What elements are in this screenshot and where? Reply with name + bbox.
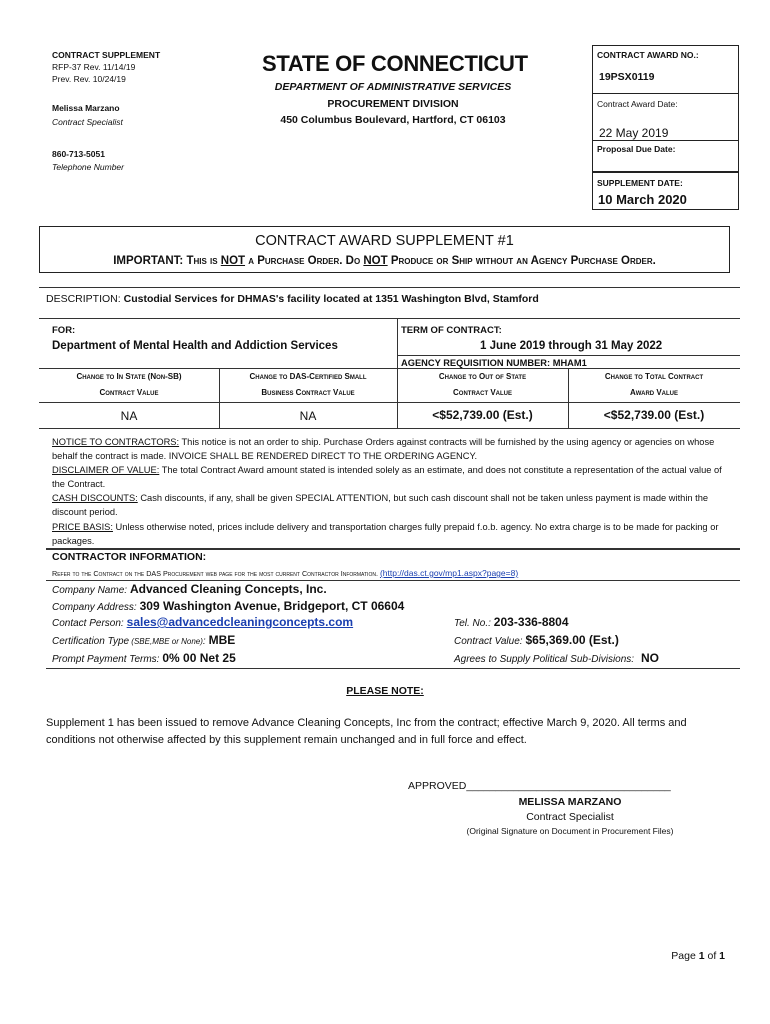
- company-address-label: Company Address:: [52, 602, 137, 613]
- contact-person-label: Contact Person:: [52, 618, 124, 629]
- company-name-label: Company Name:: [52, 585, 128, 596]
- requisition-number: MHAM1: [552, 358, 587, 368]
- header-in-state: Change to In State (Non-SB) Contract Value: [76, 372, 182, 397]
- signature-note: (Original Signature on Document in Procurement Files): [466, 826, 674, 836]
- not-emphasis-1: NOT: [220, 255, 246, 267]
- certification-type: MBE: [208, 633, 236, 647]
- disclaimer-of-value: DISCLAIMER OF VALUE: The total Contract Award amount stated is intended solely as an estimate, and does not constitute a representation of the actual value of the Contract.: [52, 465, 722, 490]
- award-number-box: [592, 45, 739, 94]
- form-revision: RFP-37 Rev. 11/14/19: [52, 62, 136, 72]
- certification-label: Certification Type: [52, 636, 130, 647]
- payment-terms-row: [52, 651, 236, 665]
- telephone-number: 203-336-8804: [493, 615, 569, 629]
- important-text-1: This is: [183, 255, 221, 267]
- telephone-label: Tel. No.:: [454, 618, 491, 629]
- telephone-row: [454, 615, 569, 629]
- notice-to-contractors: NOTICE TO CONTRACTORS: This notice is not an order to ship. Purchase Orders against contracts will be furnished by the using agency or agencies on whose behalf the contract is made. INVOICE SHALL BE RENDERED DIRECT TO THE ORDERING AGENCY.: [52, 437, 715, 462]
- value-in-state: NA: [120, 409, 138, 423]
- divider: [39, 402, 740, 403]
- company-address-row: [52, 599, 404, 613]
- price-basis: PRICE BASIS: Unless otherwise noted, prices include delivery and transportation charges fully prepaid f.o.b. agency. No extra charge is to be made for packing or packages.: [52, 522, 719, 547]
- description-label: DESCRIPTION:: [46, 293, 121, 305]
- phone-label: Telephone Number: [52, 162, 124, 172]
- header-total-award: Change to Total Contract Award Value: [604, 372, 704, 397]
- political-subdivisions-row: [454, 651, 659, 665]
- reference-text: Refer to the Contract on the DAS Procurement web page for the most current Contractor Information.: [52, 569, 378, 578]
- signature-line: ___________________________________: [466, 780, 671, 792]
- previous-revision: Prev. Rev. 10/24/19: [52, 74, 126, 84]
- description: [46, 293, 539, 305]
- contract-term: 1 June 2019 through 31 May 2022: [480, 340, 663, 352]
- supplement-date-label: SUPPLEMENT DATE:: [597, 178, 683, 188]
- page-number: Page 1 of 1: [671, 950, 725, 962]
- important-text-3: Produce or Ship without an Agency Purchase Order.: [387, 255, 656, 267]
- value-out-of-state: <$52,739.00 (Est.): [432, 408, 533, 422]
- specialist-name: Melissa Marzano: [52, 103, 120, 113]
- political-subdivisions-value: NO: [641, 651, 660, 665]
- award-number-label: CONTRACT AWARD NO.:: [597, 50, 699, 60]
- value-das-small-business: NA: [299, 409, 317, 423]
- not-emphasis-2: NOT: [363, 255, 388, 267]
- award-date: 22 May 2019: [599, 126, 669, 140]
- payment-terms: 0% 00 Net 25: [162, 651, 236, 665]
- divider: [46, 548, 740, 550]
- contract-value-label: Contract Value:: [454, 636, 523, 647]
- agency-name: Department of Mental Health and Addiction Services: [52, 340, 338, 352]
- phone-number: 860-713-5051: [52, 149, 105, 159]
- value-total-award: <$52,739.00 (Est.): [603, 408, 705, 422]
- divider: [39, 428, 740, 429]
- important-label: IMPORTANT:: [113, 255, 184, 267]
- important-text-2: a Purchase Order. Do: [245, 255, 364, 267]
- agency-address: 450 Columbus Boulevard, Hartford, CT 06103: [280, 114, 506, 126]
- requisition-label: AGENCY REQUISITION NUMBER:: [401, 358, 551, 368]
- please-note-body: Supplement 1 has been issued to remove Advance Cleaning Concepts, Inc from the contract; effective March 9, 2020. All terms and conditions not otherwise affected by this supplement remain unchanged and in full force and effect.: [46, 717, 687, 746]
- state-title: STATE OF CONNECTICUT: [262, 51, 528, 76]
- divider: [46, 668, 740, 669]
- company-address: 309 Washington Avenue, Bridgeport, CT 06604: [139, 599, 405, 613]
- contractor-heading: CONTRACTOR INFORMATION:: [52, 551, 207, 563]
- certification-hint: (SBE,MBE or None): [129, 637, 203, 646]
- contract-value: $65,369.00 (Est.): [525, 633, 619, 647]
- requisition: [401, 358, 587, 368]
- header-das-small-business: Change to DAS-Certified Small Business Contract Value: [249, 372, 367, 397]
- reference-link[interactable]: (http://das.ct.gov/mp1.aspx?page=8): [379, 568, 519, 578]
- contact-person-row: [52, 615, 353, 629]
- divider: [397, 319, 398, 369]
- please-note-heading: PLEASE NOTE:: [346, 685, 424, 697]
- approved-label: APPROVED: [408, 780, 467, 792]
- contractor-reference: [52, 568, 518, 578]
- award-number: 19PSX0119: [599, 71, 655, 83]
- division-name: PROCUREMENT DIVISION: [327, 98, 459, 110]
- specialist-title: Contract Specialist: [52, 117, 123, 127]
- divider: [39, 318, 740, 319]
- approval-line: [408, 780, 671, 792]
- contract-value-row: [454, 633, 619, 647]
- form-title: CONTRACT SUPPLEMENT: [52, 50, 161, 60]
- approver-name: MELISSA MARZANO: [518, 796, 622, 808]
- divider: [46, 580, 740, 581]
- approver-title: Contract Specialist: [526, 811, 614, 823]
- for-label: FOR:: [52, 325, 76, 336]
- supplement-date-box: [592, 172, 739, 210]
- proposal-date-label: Proposal Due Date:: [597, 144, 676, 154]
- supplement-banner: [39, 226, 730, 273]
- award-date-box: [592, 93, 739, 143]
- award-date-label: Contract Award Date:: [597, 99, 678, 109]
- payment-terms-label: Prompt Payment Terms:: [52, 654, 160, 665]
- description-text: Custodial Services for DHMAS's facility located at 1351 Washington Blvd, Stamford: [123, 293, 539, 305]
- divider: [39, 287, 740, 288]
- political-subdivisions-label: Agrees to Supply Political Sub-Divisions:: [454, 654, 635, 665]
- contact-email-link[interactable]: sales@advancedcleaningconcepts.com: [126, 615, 354, 629]
- department-name: DEPARTMENT OF ADMINISTRATIVE SERVICES: [274, 81, 512, 93]
- proposal-date-box: [592, 140, 739, 172]
- divider: [397, 355, 740, 356]
- company-name-row: [52, 582, 327, 596]
- term-label: TERM OF CONTRACT:: [401, 325, 502, 336]
- important-notice: [40, 255, 729, 267]
- header-out-of-state: Change to Out of State Contract Value: [438, 372, 527, 397]
- supplement-date: 10 March 2020: [598, 192, 687, 207]
- supplement-title: CONTRACT AWARD SUPPLEMENT #1: [255, 233, 514, 249]
- cash-discounts: CASH DISCOUNTS: Cash discounts, if any, shall be given SPECIAL ATTENTION, but such cash discount shall not be taken unless payment is made within the discount period.: [52, 493, 709, 518]
- certification-row: Certification Type (SBE,MBE or None): MBE: [52, 633, 236, 647]
- company-name: Advanced Cleaning Concepts, Inc.: [129, 582, 327, 596]
